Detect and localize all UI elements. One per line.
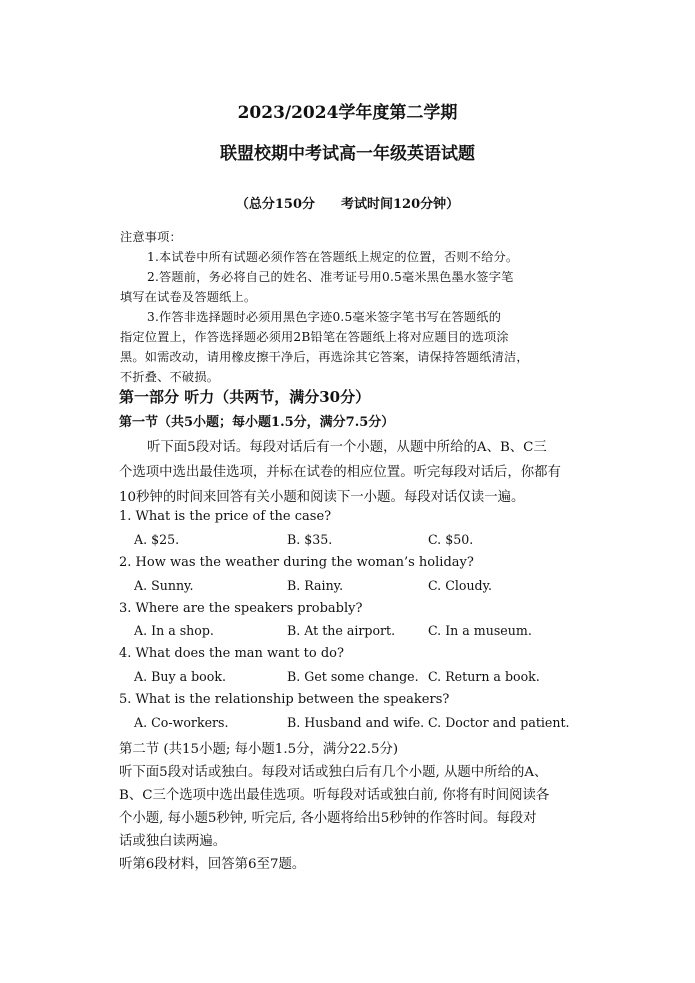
option-a: A. Buy a book. [134, 669, 226, 684]
section2-heading: 第二节 (共15小题; 每小题1.5分，满分22.5分) [119, 742, 399, 757]
option-b: B. Get some change. [287, 669, 419, 684]
section2-instruction-line-3: 个小题, 每小题5秒钟, 听完后, 各小题将给出5秒钟的作答时间。每段对 [119, 811, 537, 826]
notice-item-3-line-2: 指定位置上，作答选择题必须用2B铅笔在答题纸上将对应题目的选项涂 [120, 330, 509, 344]
notice-item-2-line-1: 2.答题前，务必将自己的姓名、准考证号用0.5毫米黑色墨水签字笔 [147, 270, 514, 284]
part1-heading: 第一部分 听力（共两节，满分30分） [119, 388, 371, 406]
exam-title-line1: 2023/2024学年度第二学期 [237, 103, 458, 123]
notice-item-3-line-4: 不折叠、不破损。 [120, 370, 220, 384]
exam-title-line2: 联盟校期中考试高一年级英语试题 [220, 144, 475, 164]
option-a: A. In a shop. [134, 623, 214, 638]
notice-item-2-line-2: 填写在试卷及答题纸上。 [120, 290, 257, 304]
option-c: C. Return a book. [428, 669, 540, 684]
section1-instruction-line-2: 个选项中选出最佳选项，并标在试卷的相应位置。听完每段对话后，你都有 [119, 465, 561, 480]
option-a: A. Co-workers. [134, 715, 229, 730]
question-stem: 1. What is the price of the case? [119, 509, 332, 524]
option-c: C. $50. [428, 532, 474, 547]
option-c: C. Doctor and patient. [428, 715, 570, 730]
section1-instruction-line-1: 听下面5段对话。每段对话后有一个小题，从题中所给的A、B、C三 [147, 440, 547, 455]
question-stem: 3. Where are the speakers probably? [119, 601, 363, 616]
question-stem: 4. What does the man want to do? [119, 646, 344, 661]
question-stem: 2. How was the weather during the woman’s holiday? [119, 555, 474, 570]
option-b: B. Rainy. [287, 578, 344, 593]
question-stem: 5. What is the relationship between the speakers? [119, 692, 450, 707]
notice-item-3-line-3: 黑。如需改动，请用橡皮擦干净后，再选涂其它答案，请保持答题纸清洁， [120, 350, 529, 364]
section1-heading: 第一节（共5小题；每小题1.5分，满分7.5分） [119, 415, 395, 430]
notice-heading: 注意事项： [120, 230, 182, 244]
section2-instruction-line-4: 话或独白读两遍。 [119, 834, 227, 849]
option-c: C. In a museum. [428, 623, 532, 638]
option-b: B. $35. [287, 532, 333, 547]
notice-item-3-line-1: 3.作答非选择题时必须用黑色字迹0.5毫米签字笔书写在答题纸的 [147, 310, 502, 324]
notice-item-1: 1.本试卷中所有试题必须作答在答题纸上规定的位置，否则不给分。 [147, 250, 519, 264]
section2-instruction-line-2: B、C三个选项中选出最佳选项。听每段对话或独白前, 你将有时间阅读各 [119, 788, 550, 803]
section2-instruction-line-1: 听下面5段对话或独白。每段对话或独白后有几个小题, 从题中所给的A、 [119, 765, 548, 780]
option-a: A. $25. [134, 532, 180, 547]
section1-instruction-line-3: 10秒钟的时间来回答有关小题和阅读下一小题。每段对话仅读一遍。 [119, 490, 525, 505]
option-b: B. At the airport. [287, 623, 396, 638]
option-a: A. Sunny. [134, 578, 194, 593]
option-c: C. Cloudy. [428, 578, 493, 593]
listening-material-6: 听第6段材料，回答第6至7题。 [119, 857, 306, 872]
score-and-time: （总分150分 考试时间120分钟） [235, 197, 460, 212]
option-b: B. Husband and wife. [287, 715, 425, 730]
